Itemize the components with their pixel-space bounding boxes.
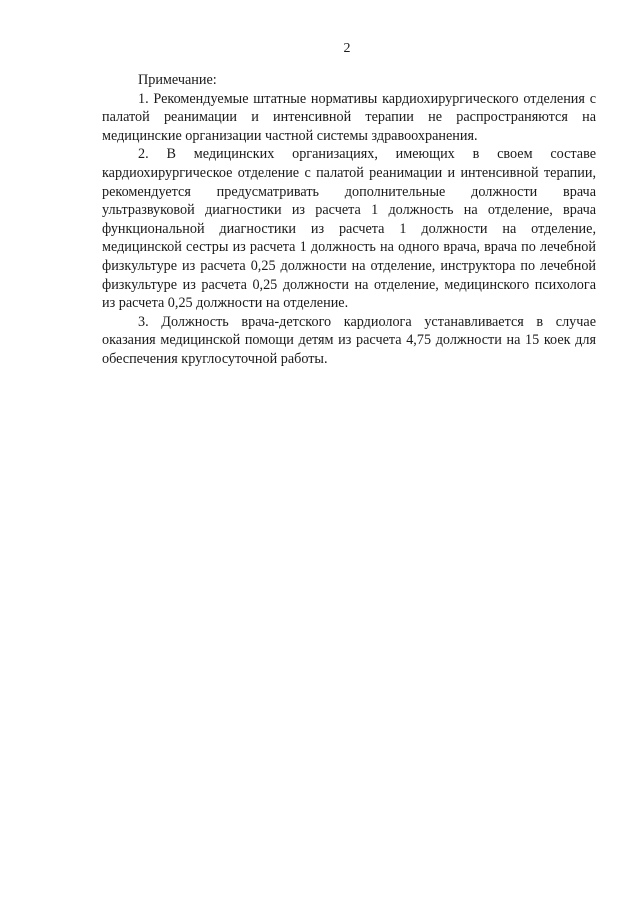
note-section (102, 71, 596, 369)
note-item-2: 2. В медицинских организациях, имеющих в своем составе кардиохирургическое отделение с палатой реанимации и интенсивной терапии, рекомендуется предусматривать дополнительные должности врача ультразвуковой диагностики из расчета 1 должность на отделение, врача функциональной диагностики из расчета 1 должности на отделение, медицинской сестры из расчета 1 должность на одного врача, врача по лечебной физкультуре из расчета 0,25 должности на отделение, инструктора по лечебной физкультуре из расчета 0,25 должности на отделение, медицинского психолога из расчета 0,25 должности на отделение. (102, 146, 596, 312)
note-item-3: 3. Должность врача-детского кардиолога устанавливается в случае оказания медицинской помощи детям из расчета 4,75 должности на 15 коек для обеспечения круглосуточной работы. (102, 313, 596, 367)
page-number: 2 (343, 41, 351, 56)
note-title: Примечание: (138, 72, 217, 88)
note-item-1: 1. Рекомендуемые штатные нормативы кардиохирургического отделения с палатой реанимации и интенсивной терапии не распространяются на медицинские организации частной системы здравоохранения. (102, 90, 596, 144)
